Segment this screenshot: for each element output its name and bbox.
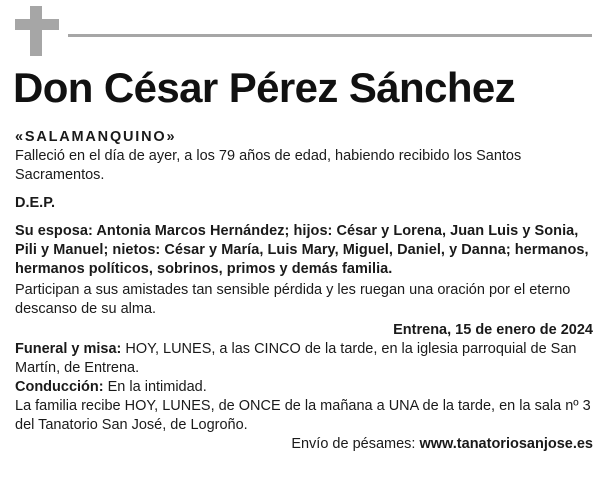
deceased-name: Don César Pérez Sánchez [13, 64, 516, 111]
latin-cross-icon [15, 6, 59, 56]
condolences-line [15, 435, 593, 454]
procession-text: En la intimidad. [103, 379, 207, 395]
prayer-request: Participan a sus amistades tan sensible pérdida y les ruegan una oración por el eterno descanso de su alma. [15, 282, 571, 317]
website-link[interactable]: www.tanatoriosanjose.es [419, 436, 593, 452]
dep-text: D.E.P. [15, 195, 56, 211]
passing-text: Falleció en el día de ayer, a los 79 años de edad, habiendo recibido los Santos Sacramentos. [15, 148, 522, 183]
header-rule [68, 34, 592, 37]
obituary-body [15, 126, 593, 454]
funeral-label: Funeral y misa: [15, 341, 122, 357]
nickname: «SALAMANQUINO» [15, 129, 177, 145]
funeral-info [15, 340, 593, 378]
procession-info [15, 378, 593, 397]
place-date: Entrena, 15 de enero de 2024 [393, 322, 593, 338]
visitation-info: La familia recibe HOY, LUNES, de ONCE de la mañana a UNA de la tarde, en la sala nº 3 del Tanatorio San José, de Logroño. [15, 398, 591, 433]
procession-label: Conducción: [15, 379, 104, 395]
funeral-text: HOY, LUNES, a las CINCO de la tarde, en la iglesia parroquial de San Martín, de Entrena. [15, 341, 577, 376]
condolences-label: Envío de pésames: [291, 436, 420, 452]
family-list: Su esposa: Antonia Marcos Hernández; hijos: César y Lorena, Juan Luis y Sonia, Pili y Manuel; nietos: César y María, Luis Mary, Miguel, Daniel, y Danna; hermanos, hermanos políticos, sobrinos, primos y demás familia. [15, 223, 589, 277]
